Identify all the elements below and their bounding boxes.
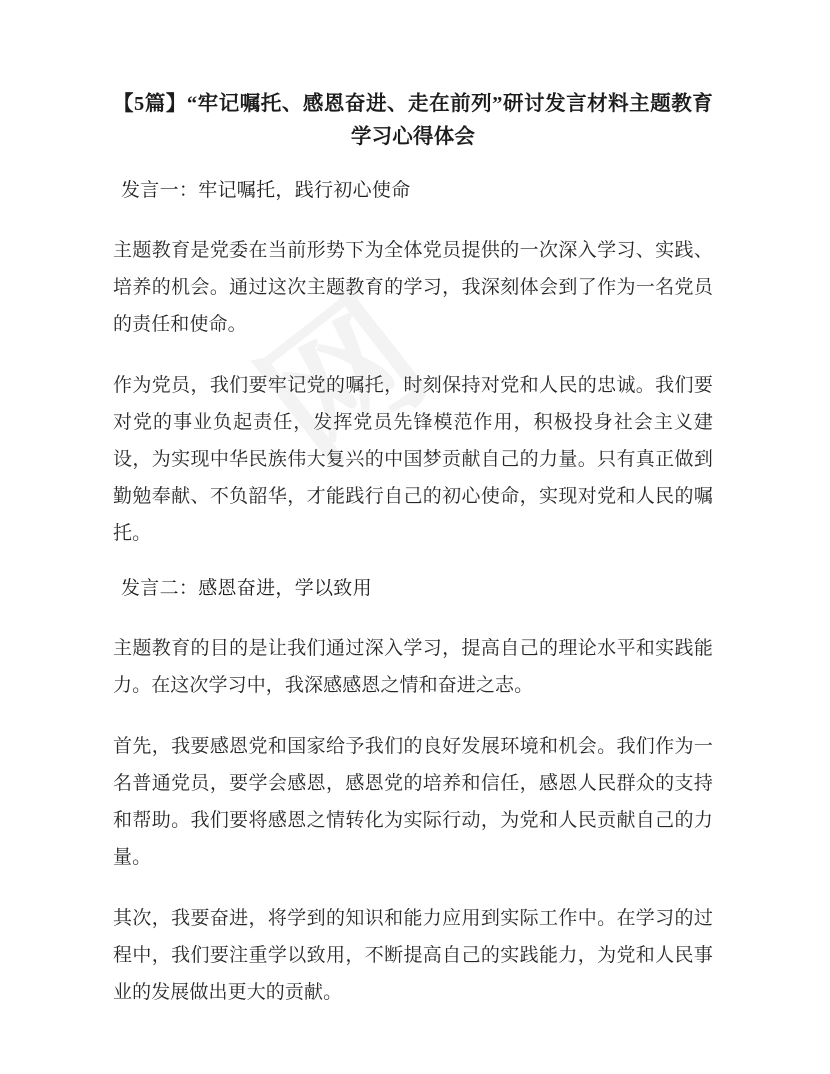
page-title-line-1: 【5篇】“牢记嘱托、感恩奋进、走在前列”研讨发言材料主题 — [113, 93, 672, 115]
section-2-paragraph-3: 其次，我要奋进，将学到的知识和能力应用到实际工作中。在学习的过程中，我们要注重学以致用，不断提高自己的实践能力，为党和人民事业的发展做出更大的贡献。 — [113, 908, 713, 1003]
section-heading-2: 发言二：感恩奋进，学以致用 — [121, 578, 372, 599]
section-1-paragraph-2: 作为党员，我们要牢记党的嘱托，时刻保持对党和人民的忠诚。我们要对党的事业负起责任，发挥党员先锋模范作用，积极投身社会主义建设，为实现中华民族伟大复兴的中国梦贡献自己的力量。只有真正做到勤勉奉献、不负韶华，才能践行自己的初心使命，实现对党和人民的嘱托。 — [113, 375, 713, 544]
section-heading-1: 发言一：牢记嘱托，践行初心使命 — [121, 180, 411, 201]
page-title — [113, 88, 713, 154]
page-title-line-2: 教育学习心得体会 — [350, 93, 713, 148]
section-1-paragraph-1: 主题教育是党委在当前形势下为全体党员提供的一次深入学习、实践、培养的机会。通过这次主题教育的学习，我深刻体会到了作为一名党员的责任和使命。 — [113, 240, 713, 335]
section-2-paragraph-1: 主题教育的目的是让我们通过深入学习，提高自己的理论水平和实践能力。在这次学习中，我深感感恩之情和奋进之志。 — [113, 638, 713, 696]
section-2-paragraph-2: 首先，我要感恩党和国家给予我们的良好发展环境和机会。我们作为一名普通党员，要学会感恩，感恩党的培养和信任，感恩人民群众的支持和帮助。我们要将感恩之情转化为实际行动，为党和人民贡献自己的力量。 — [113, 736, 713, 868]
